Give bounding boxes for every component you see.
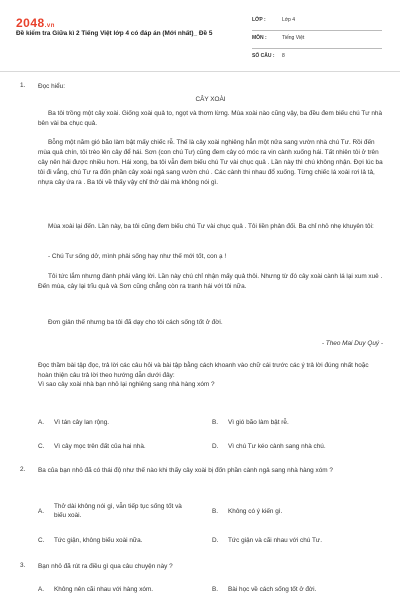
question-number: 3.: [20, 562, 26, 569]
passage-title: CÂY XOÀI: [195, 96, 226, 103]
answer-option-c[interactable]: [38, 442, 208, 452]
answer-option-a[interactable]: [38, 502, 208, 522]
option-label: A.: [38, 586, 45, 593]
answer-option-b[interactable]: [212, 418, 382, 428]
meta-value: 8: [282, 53, 285, 59]
answer-option-d[interactable]: [212, 442, 382, 452]
worksheet-header: [0, 0, 400, 72]
question-text: Bạn nhỏ đã rút ra điều gì qua câu chuyện này ?: [38, 563, 173, 570]
passage-paragraph: Đơn giản thế nhưng ba tôi đã dạy cho tôi cách sống tốt ở đời.: [48, 319, 223, 326]
option-text: Không nên cãi nhau với hàng xóm.: [54, 586, 154, 593]
answer-option-b[interactable]: [212, 507, 382, 517]
answer-option-a[interactable]: [38, 418, 208, 428]
passage-author: - Theo Mai Duy Quý -: [321, 340, 383, 347]
option-label: B.: [212, 508, 219, 515]
logo-suffix: .vn: [44, 23, 55, 29]
answer-option-b[interactable]: [212, 585, 382, 595]
option-label: B.: [212, 586, 219, 593]
option-text: Bài học về cách sống tốt ở đời.: [228, 586, 317, 593]
passage-paragraph: - Chú Tư sống dở, mình phải sống hay như thế mới tốt, con ạ !: [48, 253, 227, 260]
question-prompt: Đọc hiểu:: [38, 83, 65, 90]
answer-option-c[interactable]: [38, 536, 208, 546]
option-label: A.: [38, 508, 45, 515]
meta-row-count: [252, 48, 382, 66]
option-text: Vì gió bão làm bật rễ.: [228, 419, 289, 426]
meta-value: Lớp 4: [282, 17, 296, 23]
meta-row-class: [252, 12, 382, 31]
passage-paragraph: Tôi tức lắm nhưng đành phải vâng lời. Lần này chú chỉ nhận mấy quả thôi. Nhưng từ đó cây xoài cành lá lại xum xuê . Đến mùa, cây lại trĩu quả và Sơn cũng chẳng còn ra tranh hái với tôi nữa.: [38, 273, 383, 290]
option-label: C.: [38, 537, 45, 544]
option-label: C.: [38, 443, 45, 450]
option-text: Tức giận, không biếu xoài nữa.: [54, 537, 143, 544]
option-text: Vì cây mọc trên đất của hai nhà.: [54, 443, 146, 450]
option-text: Vì tán cây lan rộng.: [54, 419, 110, 426]
meta-key: LỚP :: [252, 17, 266, 23]
passage-paragraph: Ba tôi trồng một cây xoài. Giống xoài quả to, ngọt và thơm lừng. Mùa xoài nào cũng vậy, ba đều đem biếu chú Tư nhà bên vài ba chục quả.: [38, 110, 383, 127]
header-divider: [0, 71, 400, 72]
worksheet-title: Đề kiểm tra Giữa kì 2 Tiếng Việt lớp 4 có đáp án (Mới nhất)_ Đề 5: [16, 30, 213, 37]
answer-option-a[interactable]: [38, 585, 208, 595]
site-logo[interactable]: [16, 16, 55, 30]
logo-text: 2048: [16, 16, 45, 30]
option-label: D.: [212, 443, 219, 450]
question-text: Vì sao cây xoài nhà bạn nhỏ lại nghiêng sang nhà hàng xóm ?: [38, 381, 215, 388]
option-text: Tức giận và cãi nhau với chú Tư.: [228, 537, 322, 544]
option-label: D.: [212, 537, 219, 544]
question-number: 1.: [20, 82, 26, 89]
passage-paragraph: Mùa xoài lại đến. Lần này, ba tôi cũng đem biếu chú Tư vài chục quả . Tôi liền phản đối. Ba chỉ nhỏ nhẹ khuyên tôi:: [48, 223, 374, 230]
option-label: B.: [212, 419, 219, 426]
meta-key: SỐ CÂU :: [252, 53, 275, 59]
option-text: Vì chú Tư kéo cành sang nhà chú.: [228, 443, 326, 450]
question-number: 2.: [20, 466, 26, 473]
instruction-text: Đọc thầm bài tập đọc, trả lời các câu hỏi và bài tập bằng cách khoanh vào chữ cái trước các ý trả lời đúng nhất hoặc hoàn thiện câu trả lời theo hướng dẫn dưới đây:: [38, 362, 369, 379]
option-text: Không có ý kiến gì.: [228, 508, 283, 515]
answer-option-d[interactable]: [212, 536, 382, 546]
question-text: Ba của bạn nhỏ đã có thái độ như thế nào khi thấy cây xoài bị đốn phần cành ngả sang nhà hàng xóm ?: [38, 467, 333, 474]
meta-value: Tiếng Việt: [282, 35, 305, 41]
passage-paragraph: Bỗng một năm gió bão làm bật mấy chiếc rễ. Thế là cây xoài nghiêng hẳn một nửa sang vườn nhà chú Tư. Rồi đến mùa quả chín, tôi trèo lên cây để hái. Sơn (con chú Tư) cũng đem cây có móc ra vin cành xuống hái. Tất nhiên tôi ở trên cây nên hái được nhiều hơn. Hái xong, ba tôi vẫn đem biếu chú Tư vài chục quả . Lần này thì chú không nhận. Đợi lúc ba tôi đi vắng, chú Tư ra đốn phần cây xoài ngả sang vườn chú . Các cành thi nhau đổ xuống. Từng chiếc lá xoài rơi lả tả, nhựa cây ứa ra . Ba tôi về thấy vậy chỉ thở dài mà không nói gì.: [38, 139, 383, 186]
option-text: Thở dài không nói gì, vẫn tiếp tục sống tốt và biếu xoài.: [54, 503, 182, 519]
option-label: A.: [38, 419, 45, 426]
meta-row-subject: [252, 30, 382, 49]
meta-key: MÔN :: [252, 35, 267, 41]
